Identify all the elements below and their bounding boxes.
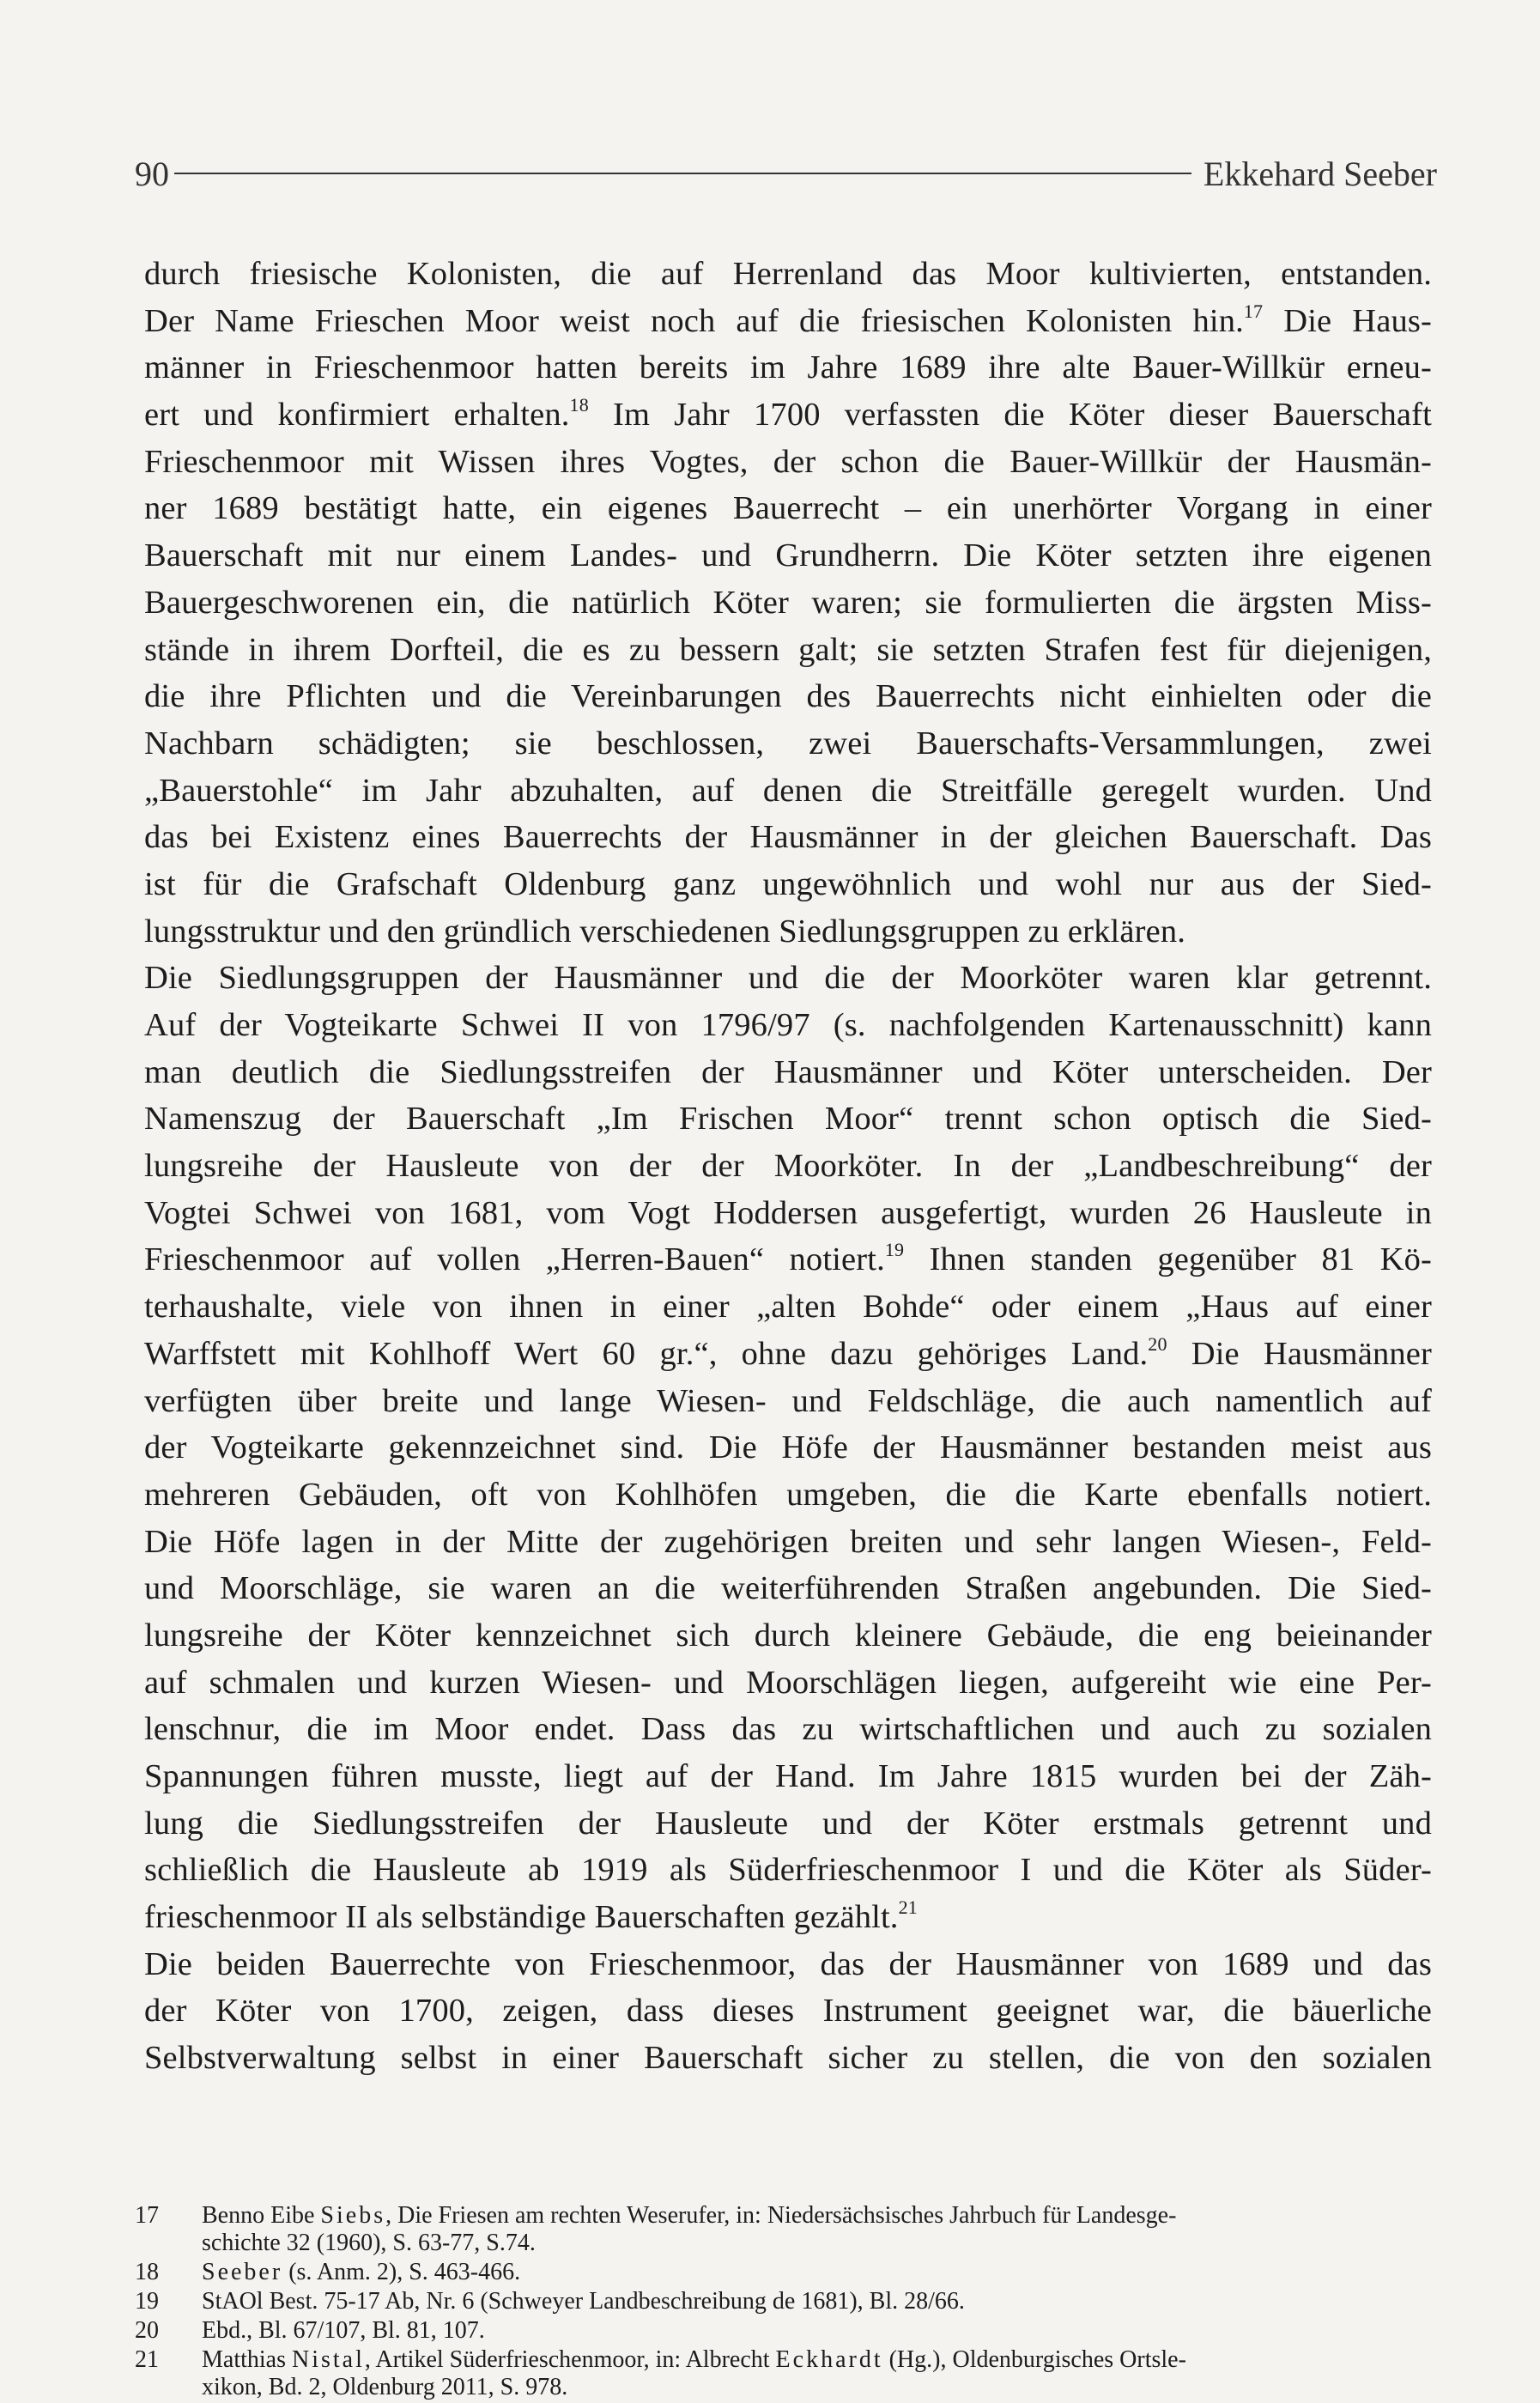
- footnote-text: Benno Eibe Siebs, Die Friesen am rechten Weserufer, in: Niedersächsisches Jahrbuch für Landesge- schichte 32 (1960), S. 63-77, S.74.: [202, 2202, 1177, 2256]
- running-header: [135, 148, 1437, 199]
- text-line: verfügten über breite und lange Wiesen- und Feldschläge, die auch namentlich auf: [144, 1382, 1432, 1419]
- author-name: Nistal: [292, 2346, 365, 2373]
- footnote-17: [135, 2202, 1431, 2257]
- footnote-text: Matthias Nistal, Artikel Süderfrieschenmoor, in: Albrecht Eckhardt (Hg.), Oldenburgisches Ortsle- xikon, Bd. 2, Oldenburg 2011, S. 978.: [202, 2346, 1186, 2400]
- text-line: „Bauerstohle“ im Jahr abzuhalten, auf denen die Streitfälle geregelt wurden. Und: [144, 772, 1432, 809]
- text-line: lungsreihe der Hausleute von der der Moorköter. In der „Landbeschreibung“ der: [144, 1148, 1432, 1185]
- header-rule: [174, 173, 1191, 174]
- text-line: Die Höfe lagen in der Mitte der zugehörigen breiten und sehr langen Wiesen-, Feld-: [144, 1523, 1432, 1560]
- text-line: ist für die Grafschaft Oldenburg ganz ungewöhnlich und wohl nur aus der Sied-: [144, 865, 1432, 902]
- footnote-20: [135, 2317, 1431, 2345]
- text-line: lungsstruktur und den gründlich verschiedenen Siedlungsgruppen zu erklären.: [144, 913, 1186, 950]
- text-line: Selbstverwaltung selbst in einer Bauerschaft sicher zu stellen, die von den sozialen: [144, 2040, 1432, 2077]
- text-line: lenschnur, die im Moor endet. Dass das zu wirtschaftlichen und auch zu sozialen: [144, 1711, 1432, 1748]
- body-text: [144, 251, 1432, 2082]
- editor-name: Eckhardt: [775, 2346, 883, 2373]
- footnote-18: [135, 2259, 1431, 2286]
- text-line: männer in Frieschenmoor hatten bereits im Jahre 1689 ihre alte Bauer-Willkür erneu-: [144, 349, 1432, 386]
- footnote-19: [135, 2288, 1431, 2315]
- text-line: Die beiden Bauerrechte von Frieschenmoor, das der Hausmänner von 1689 und das: [144, 1945, 1432, 1982]
- text-line: und Moorschläge, sie waren an die weiterführenden Straßen angebunden. Die Sied-: [144, 1570, 1432, 1607]
- text-line: stände in ihrem Dorfteil, die es zu bessern galt; sie setzten Strafen fest für diejenigen,: [144, 631, 1432, 668]
- text-line: Bauerschaft mit nur einem Landes- und Grundherrn. Die Köter setzten ihre eigenen: [144, 537, 1432, 574]
- text-line: lungsreihe der Köter kennzeichnet sich durch kleinere Gebäude, die eng beieinander: [144, 1617, 1432, 1654]
- author-name: Seeber: [202, 2259, 283, 2285]
- text-line: Die Siedlungsgruppen der Hausmänner und die der Moorköter waren klar getrennt.: [144, 960, 1432, 997]
- text-line: terhaushalte, viele von ihnen in einer „alten Bohde“ oder einem „Haus auf einer: [144, 1289, 1432, 1326]
- text-line: man deutlich die Siedlungsstreifen der Hausmänner und Köter unterscheiden. Der: [144, 1053, 1432, 1090]
- text-line: lung die Siedlungsstreifen der Hausleute und der Köter erstmals getrennt und: [144, 1805, 1432, 1842]
- footnote-text: StAOl Best. 75-17 Ab, Nr. 6 (Schweyer Landbeschreibung de 1681), Bl. 28/66.: [202, 2288, 965, 2315]
- text-line: der Köter von 1700, zeigen, dass dieses Instrument geeignet war, die bäuerliche: [144, 1993, 1432, 2030]
- text-line: mehreren Gebäuden, oft von Kohlhöfen umgeben, die die Karte ebenfalls notiert.: [144, 1476, 1432, 1513]
- footnote-number: 17: [135, 2202, 159, 2229]
- footnote-number: 19: [135, 2288, 159, 2315]
- footnote-ref[interactable]: 21: [898, 1896, 918, 1919]
- text-line: ner 1689 bestätigt hatte, ein eigenes Bauerrecht – ein unerhörter Vorgang in einer: [144, 490, 1432, 527]
- text-line: der Vogteikarte gekennzeichnet sind. Die Höfe der Hausmänner bestanden meist aus: [144, 1429, 1432, 1466]
- text-line: Der Name Frieschen Moor weist noch auf die friesischen Kolonisten hin.$^{17}$ Die Haus-: [144, 300, 1432, 339]
- running-head-author: Ekkehard Seeber: [1203, 154, 1437, 193]
- text-line: das bei Existenz eines Bauerrechts der Hausmänner in der gleichen Bauerschaft. Das: [144, 819, 1432, 856]
- footnote-ref[interactable]: 20: [1148, 1332, 1167, 1355]
- text-line: Vogtei Schwei von 1681, vom Vogt Hoddersen ausgefertigt, wurden 26 Hausleute in: [144, 1194, 1432, 1231]
- text-line: Namenszug der Bauerschaft „Im Frischen Moor“ trennt schon optisch die Sied-: [144, 1101, 1432, 1138]
- footnote-21: [135, 2346, 1431, 2401]
- footnote-number: 20: [135, 2317, 159, 2344]
- footnotes: [135, 2202, 1431, 2403]
- footnote-number: 21: [135, 2346, 159, 2373]
- text-line: Auf der Vogteikarte Schwei II von 1796/97 (s. nachfolgenden Kartenausschnitt) kann: [144, 1007, 1432, 1043]
- footnote-ref[interactable]: 17: [1243, 300, 1264, 322]
- text-line: durch friesische Kolonisten, die auf Herrenland das Moor kultivierten, entstanden.: [144, 256, 1432, 292]
- footnote-number: 18: [135, 2259, 159, 2285]
- text-line: auf schmalen und kurzen Wiesen- und Moorschlägen liegen, aufgereiht wie eine Per-: [144, 1664, 1432, 1701]
- text-line: Nachbarn schädigten; sie beschlossen, zwei Bauerschafts-Versammlungen, zwei: [144, 725, 1432, 762]
- text-line: Frieschenmoor auf vollen „Herren-Bauen“ notiert.$^{19}$ Ihnen standen gegenüber 81 Kö-: [144, 1239, 1433, 1278]
- footnote-ref[interactable]: 18: [569, 394, 589, 416]
- text-line: schließlich die Hausleute ab 1919 als Süderfrieschenmoor I und die Köter als Süder-: [144, 1852, 1432, 1889]
- text-line: Warffstett mit Kohlhoff Wert 60 gr.“, ohne dazu gehöriges Land.$^{20}$ Die Hausmänner: [144, 1332, 1432, 1372]
- text-line: ert und konfirmiert erhalten.$^{18}$ Im Jahr 1700 verfassten die Köter dieser Bauerschaft: [144, 394, 1432, 434]
- text-line: Frieschenmoor mit Wissen ihres Vogtes, der schon die Bauer-Willkür der Hausmän-: [144, 443, 1432, 480]
- footnote-ref[interactable]: 19: [884, 1239, 905, 1261]
- author-name: Siebs: [320, 2202, 386, 2229]
- footnote-text: Seeber (s. Anm. 2), S. 463-466.: [202, 2259, 521, 2285]
- text-line: Bauergeschworenen ein, die natürlich Köter waren; sie formulierten die ärgsten Miss-: [144, 584, 1432, 621]
- footnote-text: Ebd., Bl. 67/107, Bl. 81, 107.: [202, 2317, 485, 2344]
- text-line: frieschenmoor II als selbständige Bauerschaften gezählt.$^{21}$: [144, 1896, 918, 1936]
- text-line: die ihre Pflichten und die Vereinbarungen des Bauerrechts nicht einhielten oder die: [144, 678, 1432, 715]
- text-line: Spannungen führen musste, liegt auf der Hand. Im Jahre 1815 wurden bei der Zäh-: [144, 1758, 1432, 1794]
- page-number: 90: [135, 154, 169, 193]
